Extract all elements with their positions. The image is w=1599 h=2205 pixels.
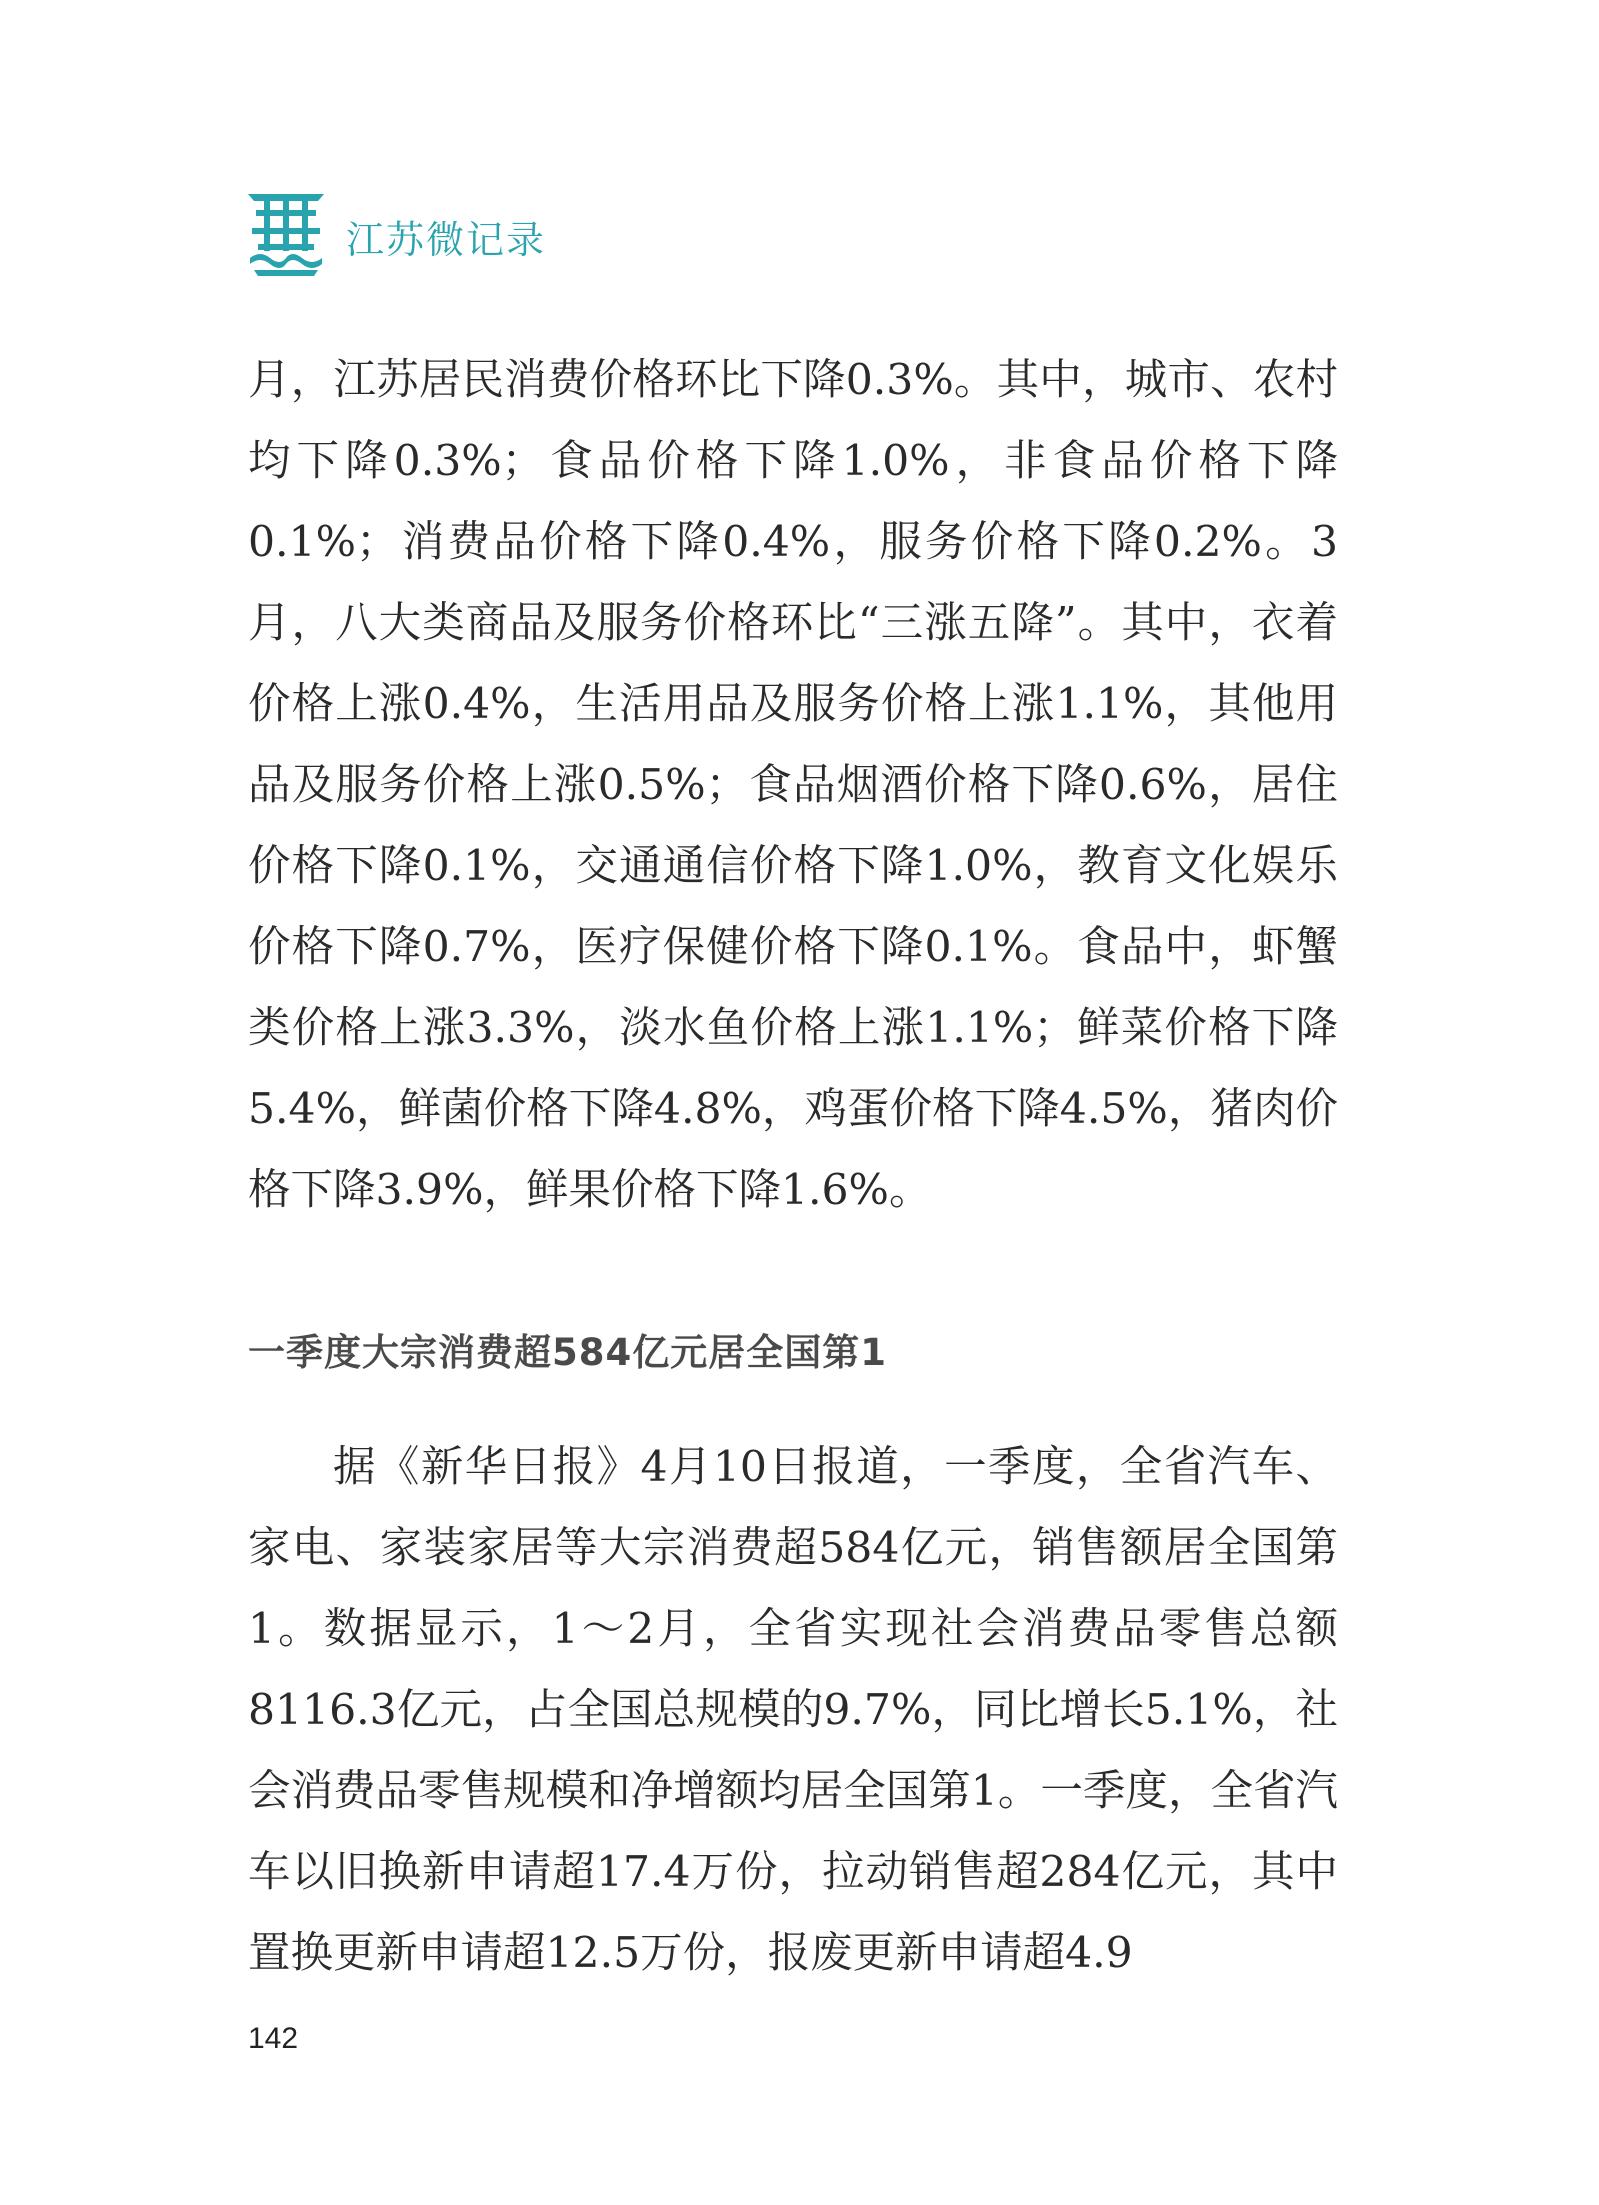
page-content bbox=[248, 340, 1338, 1994]
page-number: 142 bbox=[248, 2022, 299, 2055]
section-heading: 一季度大宗消费超584亿元居全国第1 bbox=[248, 1331, 887, 1374]
jiangsu-pattern-logo-icon bbox=[244, 186, 328, 278]
page-header bbox=[244, 186, 546, 278]
body-paragraph-1: 月，江苏居民消费价格环比下降0.3%。其中，城市、农村均下降0.3%；食品价格下降1.0%，非食品价格下降0.1%；消费品价格下降0.4%，服务价格下降0.2%。3月，八大类商品及服务价格环比“三涨五降”。其中，衣着价格上涨0.4%，生活用品及服务价格上涨1.1%，其他用品及服务价格上涨0.5%；食品烟酒价格下降0.6%，居住价格下降0.1%，交通通信价格下降1.0%，教育文化娱乐价格下降0.7%，医疗保健价格下降0.1%。食品中，虾蟹类价格上涨3.3%，淡水鱼价格上涨1.1%；鲜菜价格下降5.4%，鲜菌价格下降4.8%，鸡蛋价格下降4.5%，猪肉价格下降3.9%，鲜果价格下降1.6%。 bbox=[248, 356, 1338, 1215]
header-title: 江苏微记录 bbox=[346, 217, 547, 262]
body-paragraph-2: 据《新华日报》4月10日报道，一季度，全省汽车、家电、家装家居等大宗消费超584亿元，销售额居全国第1。数据显示，1～2月，全省实现社会消费品零售总额8116.3亿元，占全国总规模的9.7%，同比增长5.1%，社会消费品零售规模和净增额均居全国第1。一季度，全省汽车以旧换新申请超17.4万份，拉动销售超284亿元，其中置换更新申请超12.5万份，报废更新申请超4.9 bbox=[248, 1443, 1338, 1978]
